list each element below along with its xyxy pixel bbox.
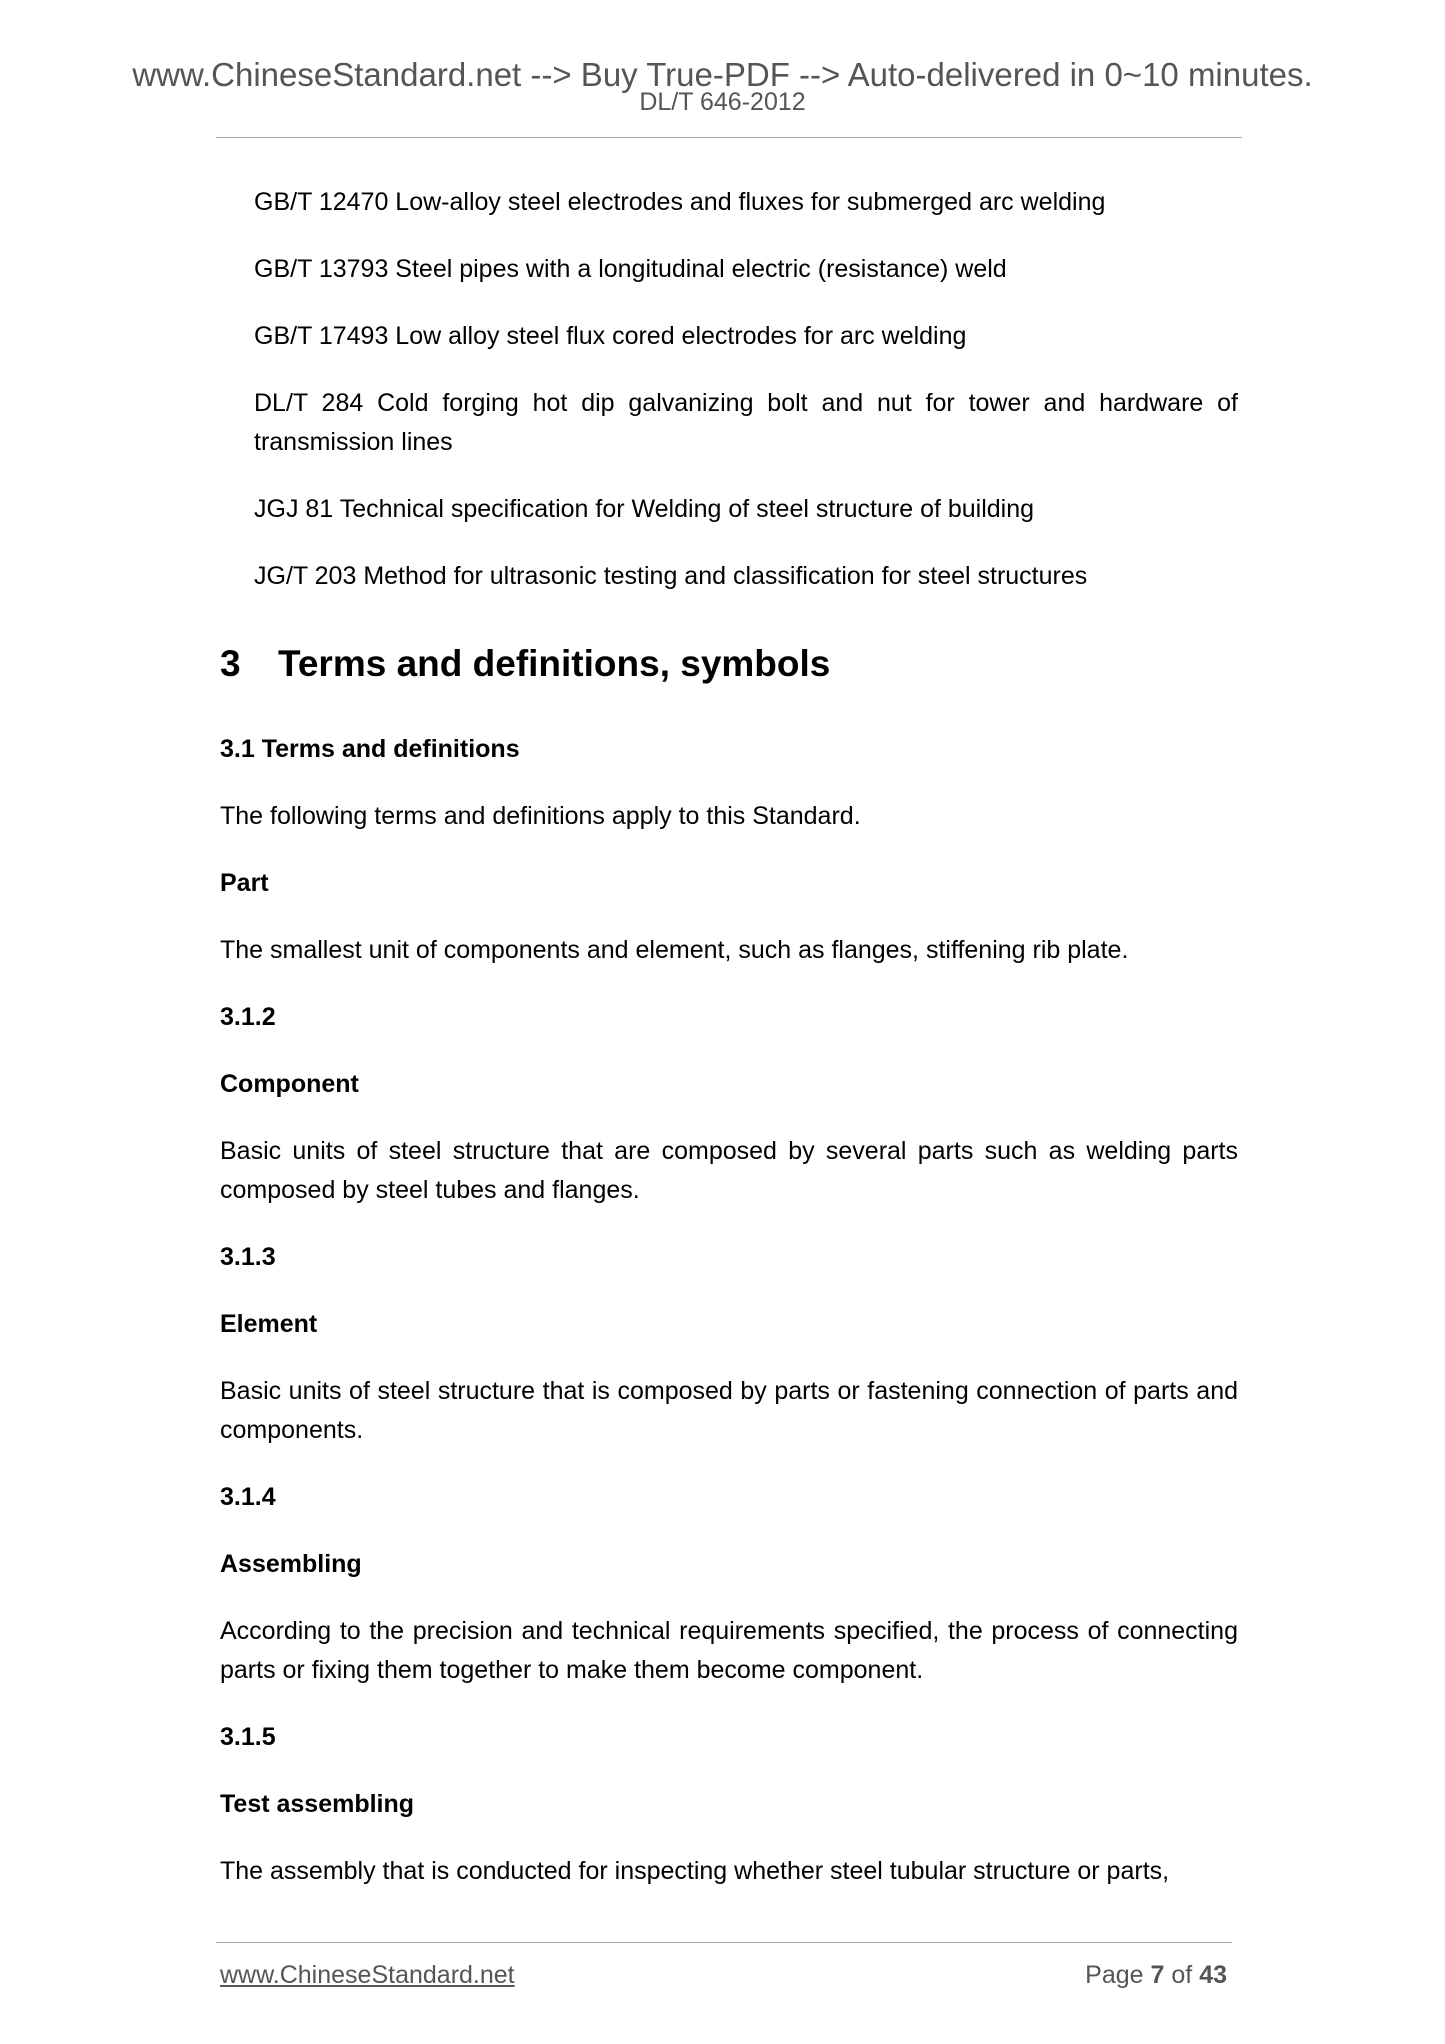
term-title: Test assembling — [220, 1790, 415, 1818]
page-indicator — [1085, 1958, 1227, 1992]
subsection-intro: The following terms and definitions apply to this Standard. — [220, 802, 861, 830]
page-label: Page — [1085, 1961, 1144, 1989]
term-number: 3.1.5 — [220, 1723, 276, 1751]
section-heading — [220, 640, 830, 688]
reference-item: GB/T 12470 Low-alloy steel electrodes and fluxes for submerged arc welding — [254, 188, 1106, 216]
term-definition: According to the precision and technical requirements specified, the process of connecting parts or fixing them together to make them become component. — [220, 1617, 1238, 1684]
reference-item: DL/T 284 Cold forging hot dip galvanizing bolt and nut for tower and hardware of transmission lines — [254, 389, 1238, 456]
term-title: Component — [220, 1070, 359, 1098]
term-number: 3.1.3 — [220, 1243, 276, 1271]
footer-divider — [216, 1942, 1232, 1943]
term-title: Part — [220, 869, 269, 897]
reference-item: JGJ 81 Technical specification for Welding of steel structure of building — [254, 495, 1035, 523]
footer-site-link[interactable]: www.ChineseStandard.net — [220, 1961, 515, 1989]
section-title: Terms and definitions, symbols — [278, 643, 831, 684]
reference-item: GB/T 13793 Steel pipes with a longitudinal electric (resistance) weld — [254, 255, 1007, 283]
term-number: 3.1.4 — [220, 1483, 276, 1511]
subsection-heading: 3.1 Terms and definitions — [220, 735, 520, 763]
term-definition: The assembly that is conducted for inspecting whether steel tubular structure or parts, — [220, 1857, 1170, 1885]
section-number: 3 — [220, 643, 241, 684]
term-title: Element — [220, 1310, 318, 1338]
term-definition: The smallest unit of components and element, such as flanges, stiffening rib plate. — [220, 936, 1129, 964]
term-definition: Basic units of steel structure that are composed by several parts such as welding parts composed by steel tubes and flanges. — [220, 1137, 1238, 1204]
page-total: 43 — [1199, 1961, 1227, 1989]
term-definition: Basic units of steel structure that is composed by parts or fastening connection of parts and components. — [220, 1377, 1238, 1444]
reference-item: JG/T 203 Method for ultrasonic testing and classification for steel structures — [254, 562, 1088, 590]
page-of: of — [1171, 1961, 1193, 1989]
site-banner[interactable]: www.ChineseStandard.net --> Buy True-PDF --> Auto-delivered in 0~10 minutes. — [132, 56, 1313, 93]
page-current: 7 — [1150, 1961, 1165, 1989]
term-title: Assembling — [220, 1550, 362, 1578]
term-number: 3.1.2 — [220, 1003, 276, 1031]
document-code: DL/T 646-2012 — [639, 88, 806, 116]
reference-item: GB/T 17493 Low alloy steel flux cored electrodes for arc welding — [254, 322, 967, 350]
header-divider — [216, 137, 1242, 138]
